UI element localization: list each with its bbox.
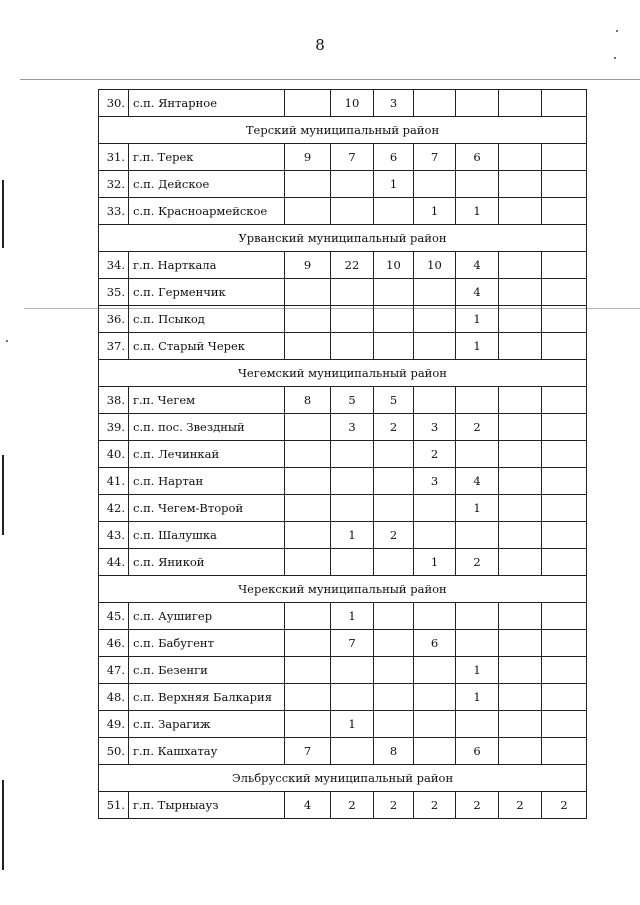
value-cell-2: 10 xyxy=(331,90,374,117)
value-cell-6 xyxy=(499,279,542,306)
value-cell-1 xyxy=(285,198,331,225)
value-cell-6 xyxy=(499,522,542,549)
value-cell-4 xyxy=(414,684,456,711)
value-cell-7: 2 xyxy=(542,792,587,819)
value-cell-6 xyxy=(499,333,542,360)
value-cell-4 xyxy=(414,603,456,630)
value-cell-5 xyxy=(456,630,499,657)
row-number: 39. xyxy=(99,414,129,441)
settlement-name: с.п. Старый Черек xyxy=(129,333,285,360)
value-cell-7 xyxy=(542,279,587,306)
value-cell-2 xyxy=(331,495,374,522)
table-row xyxy=(99,711,587,738)
district-header-row xyxy=(99,765,587,792)
table-row xyxy=(99,468,587,495)
table-row xyxy=(99,333,587,360)
row-number: 35. xyxy=(99,279,129,306)
value-cell-3 xyxy=(374,549,414,576)
scan-speck xyxy=(614,57,616,59)
value-cell-6 xyxy=(499,441,542,468)
settlement-name: с.п. Лечинкай xyxy=(129,441,285,468)
value-cell-5: 2 xyxy=(456,414,499,441)
settlement-name: с.п. Красноармейское xyxy=(129,198,285,225)
settlement-name: с.п. Янтарное xyxy=(129,90,285,117)
settlement-name: с.п. Чегем-Второй xyxy=(129,495,285,522)
table-row xyxy=(99,279,587,306)
settlements-table xyxy=(98,89,587,819)
table-row xyxy=(99,90,587,117)
value-cell-4: 7 xyxy=(414,144,456,171)
value-cell-7 xyxy=(542,549,587,576)
value-cell-6 xyxy=(499,306,542,333)
value-cell-2: 1 xyxy=(331,711,374,738)
scan-speck xyxy=(6,340,8,342)
value-cell-2 xyxy=(331,657,374,684)
value-cell-6 xyxy=(499,252,542,279)
value-cell-6 xyxy=(499,603,542,630)
value-cell-3: 1 xyxy=(374,171,414,198)
value-cell-1 xyxy=(285,549,331,576)
value-cell-7 xyxy=(542,495,587,522)
value-cell-7 xyxy=(542,144,587,171)
value-cell-2 xyxy=(331,279,374,306)
value-cell-3: 5 xyxy=(374,387,414,414)
value-cell-2: 1 xyxy=(331,522,374,549)
value-cell-1 xyxy=(285,414,331,441)
value-cell-3 xyxy=(374,279,414,306)
value-cell-2: 1 xyxy=(331,603,374,630)
scan-edge-mark xyxy=(2,180,4,248)
value-cell-5: 4 xyxy=(456,468,499,495)
row-number: 40. xyxy=(99,441,129,468)
value-cell-4 xyxy=(414,306,456,333)
table-row xyxy=(99,603,587,630)
value-cell-2 xyxy=(331,738,374,765)
table-row xyxy=(99,657,587,684)
value-cell-3: 6 xyxy=(374,144,414,171)
value-cell-7 xyxy=(542,657,587,684)
value-cell-4 xyxy=(414,90,456,117)
value-cell-4 xyxy=(414,495,456,522)
value-cell-3 xyxy=(374,711,414,738)
value-cell-2 xyxy=(331,306,374,333)
table-row xyxy=(99,792,587,819)
value-cell-6: 2 xyxy=(499,792,542,819)
settlement-name: г.п. Кашхатау xyxy=(129,738,285,765)
value-cell-4 xyxy=(414,738,456,765)
value-cell-5: 1 xyxy=(456,657,499,684)
row-number: 38. xyxy=(99,387,129,414)
settlement-name: с.п. пос. Звездный xyxy=(129,414,285,441)
value-cell-6 xyxy=(499,657,542,684)
table-row xyxy=(99,495,587,522)
scan-speck xyxy=(616,30,618,32)
value-cell-2 xyxy=(331,684,374,711)
value-cell-1 xyxy=(285,468,331,495)
value-cell-2 xyxy=(331,441,374,468)
value-cell-5: 4 xyxy=(456,252,499,279)
value-cell-1: 8 xyxy=(285,387,331,414)
value-cell-7 xyxy=(542,468,587,495)
table-row xyxy=(99,198,587,225)
value-cell-3: 2 xyxy=(374,792,414,819)
value-cell-6 xyxy=(499,468,542,495)
table-row xyxy=(99,522,587,549)
value-cell-3 xyxy=(374,657,414,684)
row-number: 49. xyxy=(99,711,129,738)
value-cell-3 xyxy=(374,495,414,522)
district-header-row xyxy=(99,576,587,603)
value-cell-4: 3 xyxy=(414,414,456,441)
value-cell-6 xyxy=(499,90,542,117)
district-name: Чегемский муниципальный район xyxy=(99,360,587,387)
value-cell-5: 6 xyxy=(456,144,499,171)
value-cell-5: 1 xyxy=(456,495,499,522)
value-cell-3: 3 xyxy=(374,90,414,117)
value-cell-1 xyxy=(285,279,331,306)
value-cell-4: 2 xyxy=(414,792,456,819)
value-cell-5 xyxy=(456,441,499,468)
value-cell-5 xyxy=(456,711,499,738)
value-cell-2 xyxy=(331,198,374,225)
value-cell-3: 2 xyxy=(374,414,414,441)
value-cell-7 xyxy=(542,684,587,711)
value-cell-4: 6 xyxy=(414,630,456,657)
value-cell-5 xyxy=(456,90,499,117)
value-cell-3 xyxy=(374,306,414,333)
value-cell-7 xyxy=(542,306,587,333)
district-header-row xyxy=(99,117,587,144)
row-number: 34. xyxy=(99,252,129,279)
value-cell-1: 9 xyxy=(285,144,331,171)
settlement-name: с.п. Шалушка xyxy=(129,522,285,549)
value-cell-6 xyxy=(499,144,542,171)
value-cell-1 xyxy=(285,171,331,198)
district-name: Эльбрусский муниципальный район xyxy=(99,765,587,792)
table-row xyxy=(99,144,587,171)
value-cell-1 xyxy=(285,495,331,522)
value-cell-2: 22 xyxy=(331,252,374,279)
value-cell-7 xyxy=(542,387,587,414)
row-number: 51. xyxy=(99,792,129,819)
settlement-name: с.п. Аушигер xyxy=(129,603,285,630)
value-cell-2 xyxy=(331,171,374,198)
scan-edge-mark xyxy=(2,780,4,870)
value-cell-3 xyxy=(374,603,414,630)
value-cell-3: 8 xyxy=(374,738,414,765)
district-header-row xyxy=(99,360,587,387)
row-number: 31. xyxy=(99,144,129,171)
value-cell-5: 1 xyxy=(456,333,499,360)
table-row xyxy=(99,306,587,333)
table-row xyxy=(99,387,587,414)
table-row xyxy=(99,252,587,279)
settlement-name: с.п. Верхняя Балкария xyxy=(129,684,285,711)
value-cell-4 xyxy=(414,171,456,198)
table-row xyxy=(99,414,587,441)
district-header-row xyxy=(99,225,587,252)
table-row xyxy=(99,441,587,468)
value-cell-6 xyxy=(499,198,542,225)
value-cell-4 xyxy=(414,522,456,549)
value-cell-6 xyxy=(499,684,542,711)
value-cell-3 xyxy=(374,684,414,711)
settlement-name: с.п. Герменчик xyxy=(129,279,285,306)
value-cell-5 xyxy=(456,522,499,549)
table-row xyxy=(99,171,587,198)
row-number: 43. xyxy=(99,522,129,549)
value-cell-1 xyxy=(285,522,331,549)
value-cell-7 xyxy=(542,414,587,441)
row-number: 47. xyxy=(99,657,129,684)
value-cell-5 xyxy=(456,603,499,630)
value-cell-1 xyxy=(285,603,331,630)
value-cell-4 xyxy=(414,387,456,414)
row-number: 45. xyxy=(99,603,129,630)
value-cell-2: 5 xyxy=(331,387,374,414)
value-cell-4 xyxy=(414,279,456,306)
value-cell-2 xyxy=(331,333,374,360)
row-number: 33. xyxy=(99,198,129,225)
row-number: 36. xyxy=(99,306,129,333)
value-cell-5: 4 xyxy=(456,279,499,306)
settlement-name: г.п. Нарткала xyxy=(129,252,285,279)
value-cell-7 xyxy=(542,441,587,468)
district-name: Урванский муниципальный район xyxy=(99,225,587,252)
settlement-name: с.п. Псыкод xyxy=(129,306,285,333)
value-cell-6 xyxy=(499,711,542,738)
value-cell-5: 1 xyxy=(456,684,499,711)
settlement-name: с.п. Зарагиж xyxy=(129,711,285,738)
value-cell-5 xyxy=(456,171,499,198)
table-row xyxy=(99,738,587,765)
settlement-name: г.п. Тырныауз xyxy=(129,792,285,819)
value-cell-7 xyxy=(542,171,587,198)
value-cell-5: 6 xyxy=(456,738,499,765)
value-cell-3: 2 xyxy=(374,522,414,549)
value-cell-4 xyxy=(414,657,456,684)
value-cell-3 xyxy=(374,441,414,468)
settlement-name: с.п. Безенги xyxy=(129,657,285,684)
row-number: 44. xyxy=(99,549,129,576)
row-number: 30. xyxy=(99,90,129,117)
value-cell-1 xyxy=(285,684,331,711)
settlement-name: г.п. Чегем xyxy=(129,387,285,414)
scan-fold-line-top xyxy=(20,79,640,80)
row-number: 37. xyxy=(99,333,129,360)
table-row xyxy=(99,630,587,657)
value-cell-6 xyxy=(499,387,542,414)
value-cell-3 xyxy=(374,630,414,657)
value-cell-2: 7 xyxy=(331,144,374,171)
value-cell-2: 7 xyxy=(331,630,374,657)
value-cell-4 xyxy=(414,711,456,738)
value-cell-6 xyxy=(499,630,542,657)
value-cell-1: 4 xyxy=(285,792,331,819)
row-number: 50. xyxy=(99,738,129,765)
value-cell-6 xyxy=(499,414,542,441)
value-cell-1 xyxy=(285,333,331,360)
settlement-name: с.п. Дейское xyxy=(129,171,285,198)
settlement-name: г.п. Терек xyxy=(129,144,285,171)
value-cell-1 xyxy=(285,711,331,738)
settlement-name: с.п. Нартан xyxy=(129,468,285,495)
value-cell-5 xyxy=(456,387,499,414)
row-number: 32. xyxy=(99,171,129,198)
value-cell-7 xyxy=(542,522,587,549)
table-row xyxy=(99,549,587,576)
value-cell-6 xyxy=(499,549,542,576)
row-number: 48. xyxy=(99,684,129,711)
value-cell-4: 1 xyxy=(414,549,456,576)
value-cell-7 xyxy=(542,90,587,117)
value-cell-3 xyxy=(374,198,414,225)
scan-edge-mark xyxy=(2,455,4,535)
value-cell-7 xyxy=(542,603,587,630)
page-number: 8 xyxy=(315,36,325,54)
value-cell-1 xyxy=(285,441,331,468)
value-cell-7 xyxy=(542,252,587,279)
value-cell-1 xyxy=(285,90,331,117)
value-cell-1 xyxy=(285,630,331,657)
district-name: Черекский муниципальный район xyxy=(99,576,587,603)
settlement-name: с.п. Яникой xyxy=(129,549,285,576)
value-cell-2: 3 xyxy=(331,414,374,441)
value-cell-4: 2 xyxy=(414,441,456,468)
row-number: 42. xyxy=(99,495,129,522)
row-number: 46. xyxy=(99,630,129,657)
value-cell-4: 1 xyxy=(414,198,456,225)
value-cell-7 xyxy=(542,333,587,360)
value-cell-2 xyxy=(331,468,374,495)
value-cell-5: 2 xyxy=(456,792,499,819)
value-cell-1 xyxy=(285,657,331,684)
table-row xyxy=(99,684,587,711)
row-number: 41. xyxy=(99,468,129,495)
district-name: Терский муниципальный район xyxy=(99,117,587,144)
value-cell-1: 9 xyxy=(285,252,331,279)
value-cell-3 xyxy=(374,333,414,360)
value-cell-2: 2 xyxy=(331,792,374,819)
value-cell-4 xyxy=(414,333,456,360)
value-cell-7 xyxy=(542,198,587,225)
value-cell-5: 1 xyxy=(456,198,499,225)
value-cell-3: 10 xyxy=(374,252,414,279)
settlement-name: с.п. Бабугент xyxy=(129,630,285,657)
value-cell-7 xyxy=(542,630,587,657)
value-cell-5: 1 xyxy=(456,306,499,333)
value-cell-2 xyxy=(331,549,374,576)
value-cell-3 xyxy=(374,468,414,495)
value-cell-7 xyxy=(542,711,587,738)
value-cell-1: 7 xyxy=(285,738,331,765)
value-cell-1 xyxy=(285,306,331,333)
value-cell-5: 2 xyxy=(456,549,499,576)
value-cell-6 xyxy=(499,171,542,198)
value-cell-6 xyxy=(499,738,542,765)
value-cell-4: 10 xyxy=(414,252,456,279)
value-cell-6 xyxy=(499,495,542,522)
value-cell-4: 3 xyxy=(414,468,456,495)
value-cell-7 xyxy=(542,738,587,765)
